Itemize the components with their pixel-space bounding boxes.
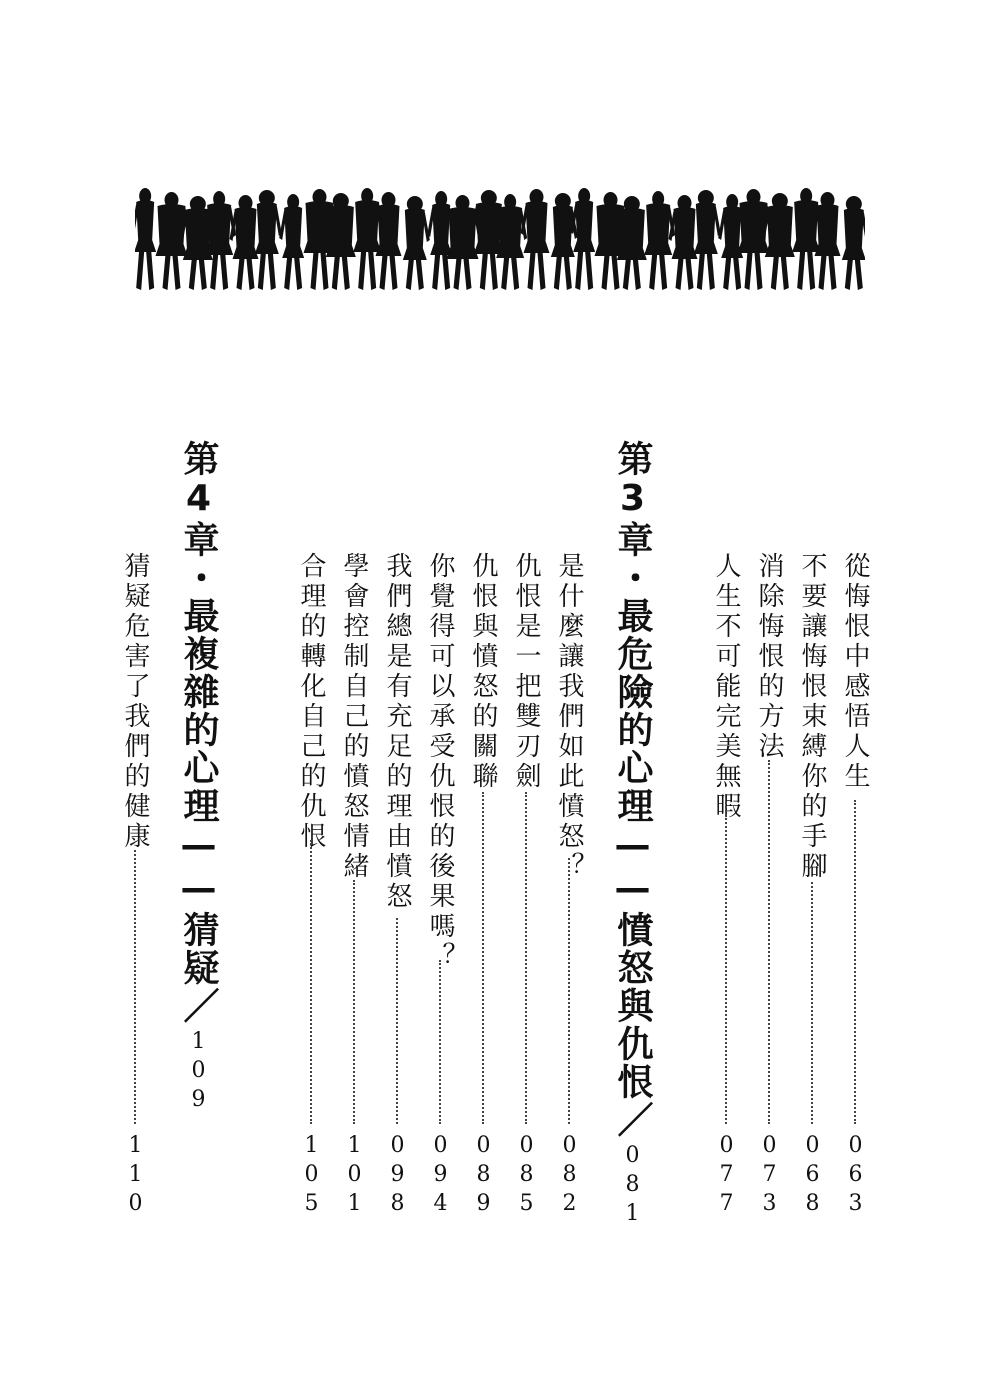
table-of-contents — [0, 440, 1000, 1240]
silhouette-figure — [738, 189, 773, 290]
silhouette-figure — [255, 190, 282, 290]
toc-entry-title: 不要讓悔恨束縛你的手腳 — [797, 552, 827, 882]
leader-dots — [134, 850, 136, 1124]
silhouette-figure — [551, 193, 578, 290]
toc-entry[interactable] — [506, 440, 546, 1220]
toc-entry-title: 你覺得可以承受仇恨的後果嗎？ — [425, 552, 455, 972]
toc-entry-page: 094 — [428, 1133, 453, 1220]
leader-dots — [768, 760, 770, 1124]
toc-entry[interactable] — [792, 440, 832, 1220]
silhouette-figure — [135, 188, 156, 290]
chapter-title: 第4章・最複雜的心理——猜疑／ — [178, 440, 219, 1025]
toc-entry-title: 從悔恨中感悟人生 — [840, 552, 870, 792]
toc-entry-page: 077 — [714, 1133, 739, 1220]
leader-dots — [568, 858, 570, 1124]
toc-entry-title: 仇恨與憤怒的關聯 — [468, 552, 498, 792]
toc-entry-page: 073 — [757, 1133, 782, 1220]
toc-entry-page: 085 — [514, 1133, 539, 1220]
toc-entry-page: 101 — [342, 1133, 367, 1220]
silhouette-figure — [403, 196, 430, 290]
toc-entry-title: 學會控制自己的憤怒情緒 — [339, 552, 369, 882]
toc-entry[interactable] — [749, 440, 789, 1220]
toc-entry[interactable] — [463, 440, 503, 1220]
chapter-page: 109 — [186, 1029, 211, 1116]
toc-entry-page: 089 — [471, 1133, 496, 1220]
toc-entry-page: 110 — [123, 1133, 148, 1220]
silhouette-figure — [156, 192, 191, 290]
toc-entry-page: 082 — [557, 1133, 582, 1220]
toc-entry-title: 消除悔恨的方法 — [754, 552, 784, 762]
leader-dots — [439, 960, 441, 1124]
silhouette-figure — [718, 194, 743, 290]
toc-entry-title: 我們總是有充足的理由憤怒 — [382, 552, 412, 912]
toc-entry[interactable] — [115, 440, 155, 1220]
silhouette-figure — [427, 191, 452, 290]
toc-entry-page: 105 — [299, 1133, 324, 1220]
toc-entry[interactable] — [420, 440, 460, 1220]
leader-dots — [525, 792, 527, 1124]
toc-entry-title: 猜疑危害了我們的健康 — [120, 552, 150, 852]
chapter-title: 第3章・最危險的心理——憤怒與仇恨／ — [612, 440, 653, 1139]
chapter-3-heading[interactable] — [612, 440, 653, 1230]
leader-dots — [396, 918, 398, 1124]
toc-entry[interactable] — [377, 440, 417, 1220]
leader-dots — [854, 800, 856, 1124]
silhouette-figure — [842, 196, 865, 290]
toc-entry[interactable] — [291, 440, 331, 1220]
toc-entry-title: 仇恨是一把雙刃劍 — [511, 552, 541, 792]
leader-dots — [725, 802, 727, 1124]
leader-dots — [310, 840, 312, 1124]
toc-entry[interactable] — [706, 440, 746, 1220]
toc-entry-title: 人生不可能完美無暇 — [711, 552, 741, 822]
silhouette-figure — [471, 190, 504, 290]
silhouette-figure — [230, 195, 259, 290]
silhouette-figure — [205, 191, 236, 290]
leader-dots — [811, 882, 813, 1124]
toc-entry-title: 合理的轉化自己的仇恨 — [296, 552, 326, 852]
leader-dots — [482, 792, 484, 1124]
toc-entry-page: 068 — [800, 1133, 825, 1220]
silhouette-figure — [570, 188, 595, 290]
silhouette-figure — [669, 195, 698, 290]
toc-entry[interactable] — [549, 440, 589, 1220]
silhouette-figure — [644, 191, 675, 290]
toc-entry[interactable] — [835, 440, 875, 1220]
chapter-page: 081 — [620, 1143, 645, 1230]
silhouette-figure — [496, 194, 527, 290]
leader-dots — [353, 880, 355, 1124]
toc-entry-page: 063 — [843, 1133, 868, 1220]
toc-entry-title: 是什麼讓我們如此憤怒？ — [554, 552, 584, 882]
chapter-4-heading[interactable] — [178, 440, 218, 1220]
silhouette-figure — [694, 190, 721, 290]
toc-entry[interactable] — [334, 440, 374, 1220]
toc-entry-page: 098 — [385, 1133, 410, 1220]
silhouette-figure — [279, 194, 304, 290]
silhouette-banner — [135, 180, 865, 295]
